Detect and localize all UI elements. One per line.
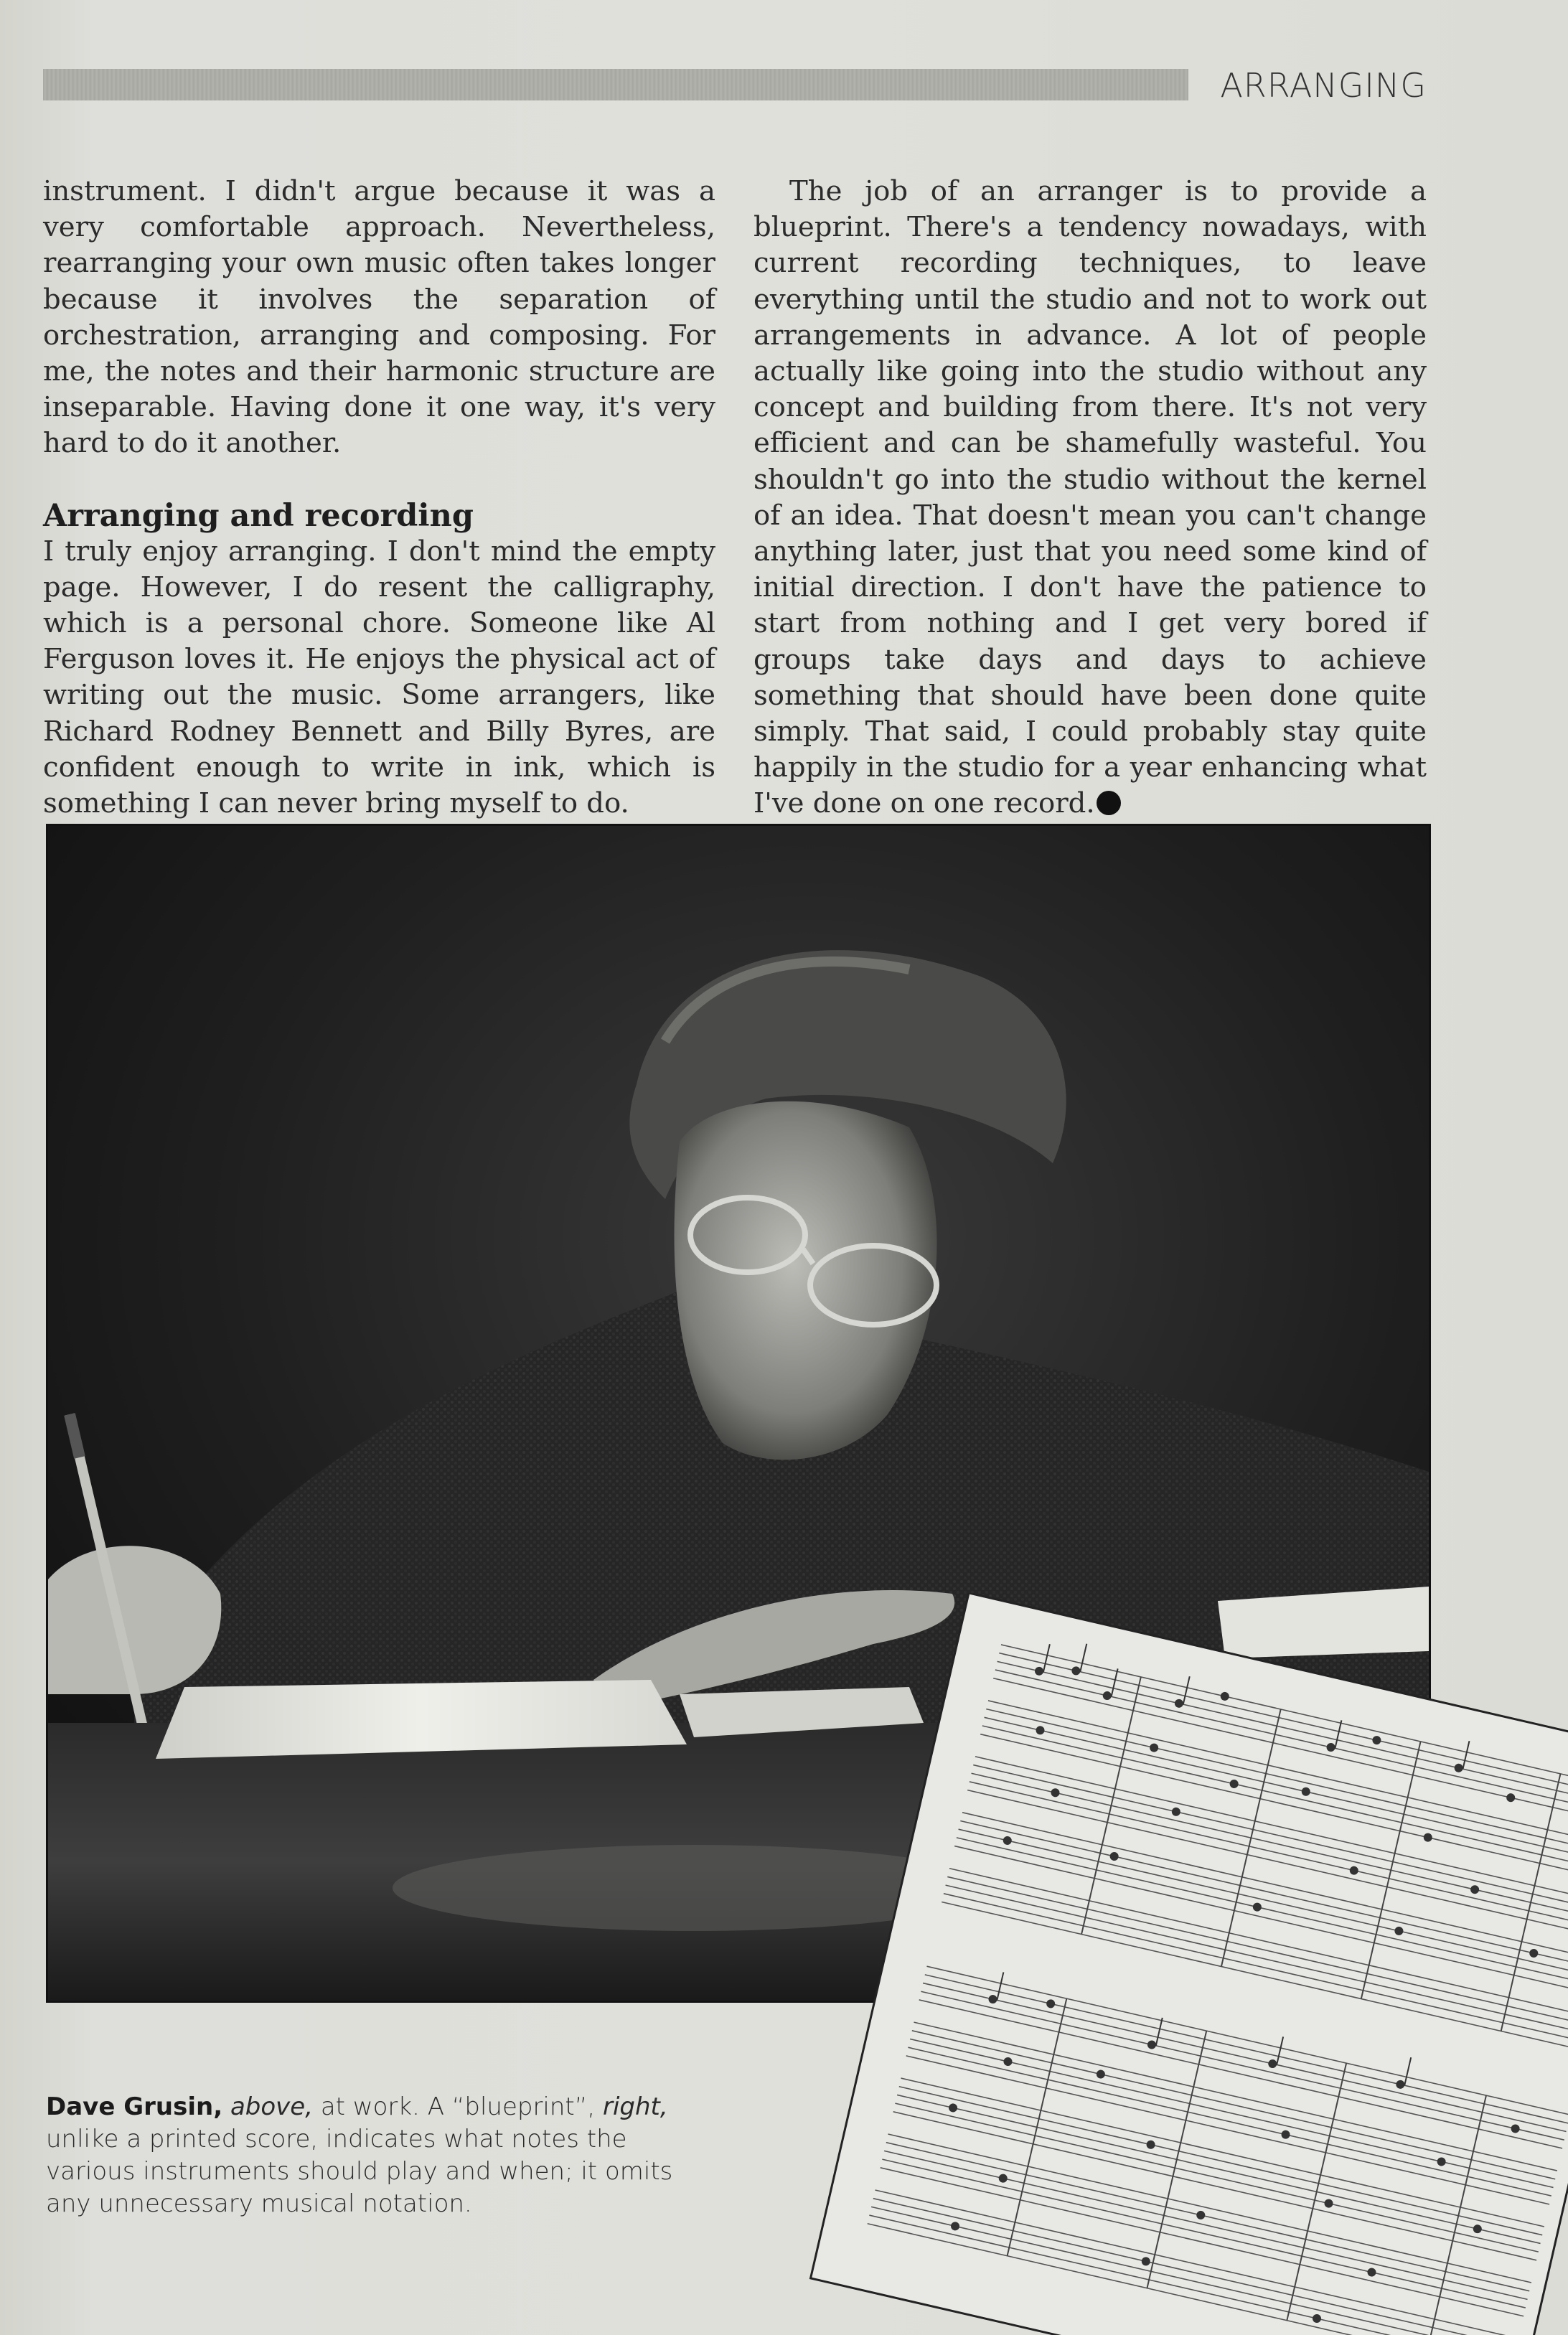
left-paragraph-1: instrument. I didn't argue because it was a very comfortable approach. Nevertheless, rearranging your own music often takes longer because it involves the separation of orchestration, arranging and composing. For me, the notes and their harmonic structure are inseparable. Having done it one way, it's very hard to do it another. <box>43 175 715 460</box>
photo-caption <box>46 2091 720 2220</box>
caption-text-2: unlike a printed score, indicates what notes the various instruments should play and when; it omits any unnecessary musical notation. <box>46 2125 673 2218</box>
header-rule-bar <box>43 69 1188 100</box>
section-title: ARRANGING <box>1220 66 1427 105</box>
right-paragraph-1-text: The job of an arranger is to provide a blueprint. There's a tendency nowadays, with current recording techniques, to leave everything until the studio and not to work out arrangements in advance. A lot of people actually like going into the studio without any concept and building from there. It's not very efficient and can be shamefully wasteful. You shouldn't go into the studio without the kernel of an idea. That doesn't mean you can't change anything later, just that you need some kind of initial direction. I don't have the patience to start from nothing and I get very bored if groups take days and days to achieve something that should have been done quite simply. That said, I could probably stay quite happily in the studio for a year enhancing what I've done on one record. <box>754 175 1427 820</box>
caption-above: above, <box>230 2092 314 2121</box>
caption-right: right, <box>602 2092 668 2121</box>
left-text-column <box>43 174 715 822</box>
right-paragraph-1 <box>754 174 1427 822</box>
caption-name: Dave Grusin, <box>46 2092 223 2121</box>
caption-text-1: at work. A “blueprint”, <box>313 2092 603 2121</box>
subheading: Arranging and recording <box>43 497 474 534</box>
score-illustration <box>782 1593 1568 2335</box>
end-of-article-icon <box>1097 791 1121 815</box>
left-paragraph-2: I truly enjoy arranging. I don't mind the empty page. However, I do resent the calligraphy, which is a personal chore. Someone like Al Ferguson loves it. He enjoys the physical act of writing out the music. Some arrangers, like Richard Rodney Bennett and Billy Byres, are confident enough to write in ink, which is something I can never bring myself to do. <box>43 535 715 820</box>
handwritten-score-sheet <box>782 1593 1568 2335</box>
right-text-column <box>754 174 1427 822</box>
